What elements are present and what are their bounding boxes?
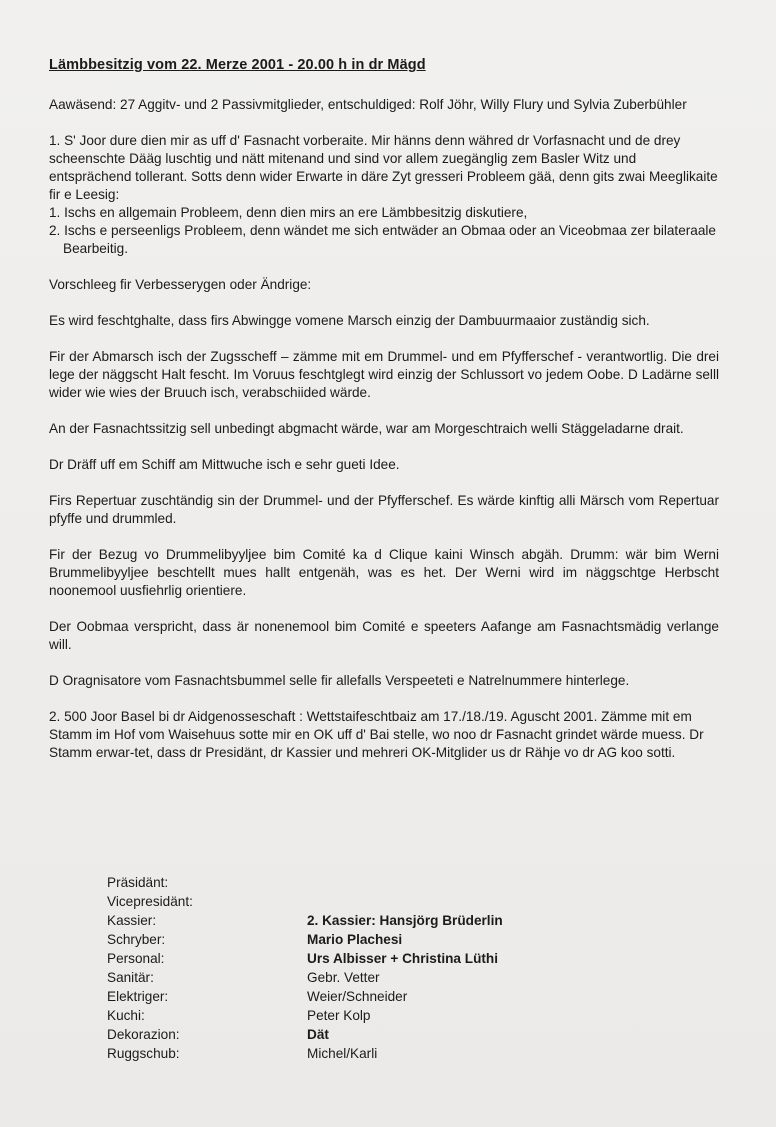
- roles-list: [107, 873, 607, 1063]
- role-row: [107, 873, 607, 892]
- role-label: Vicepresidänt:: [107, 894, 193, 909]
- proposal-8: D Oragnisatore vom Fasnachtsbummel selle fir allefalls Verspeeteti e Natrelnummere hinterlege.: [49, 673, 630, 688]
- role-label: Personal:: [107, 951, 165, 966]
- proposal-1: Es wird feschtghalte, dass firs Abwingge vomene Marsch einzig der Dambuurmaaior zuständig sich.: [49, 313, 650, 328]
- proposal-2: Fir der Abmarsch isch der Zugsscheff – zämme mit em Drummel- und em Pfyfferschef - verantwortlig. Die drei lege der näggscht Halt fescht. Im Voruus feschtglegt wird einzig der Schlussort vo jedem Oobe. D Ladärne selll wider wie wies der Bruuch isch, verabschiided wärde.: [49, 349, 719, 400]
- role-name: Peter Kolp: [307, 1008, 371, 1023]
- proposal-7: Der Oobmaa verspricht, dass är nonenemool bim Comité e speeters Aafange am Fasnachtsmädig verlange will.: [49, 619, 719, 652]
- role-name: Gebr. Vetter: [307, 970, 380, 985]
- role-name: 2. Kassier: Hansjörg Brüderlin: [307, 913, 503, 928]
- proposal-6: Fir der Bezug vo Drummelibyyljee bim Comité ka d Clique kaini Winsch abgäh. Drumm: wär bim Werni Brummelibyyljee beschtellt mues hallt entgenäh, was es het. Der Werni wird im näggschtge Herbscht noonemool uusfiehrlig orientiere.: [49, 547, 719, 598]
- role-label: Kassier:: [107, 913, 157, 928]
- role-row: [107, 930, 607, 949]
- item-2-text: 2. 500 Joor Basel bi dr Aidgenosseschaft : Wettstaifeschtbaiz am 17./18./19. Aguscht 2001. Zämme mit em Stamm im Hof vom Waisehuus sotte mir en OK uff d' Bai stelle, wo noo dr Fasnacht grindet wärde muess. Dr Stamm erwar-tet, dass dr Presidänt, dr Kassier und mehreri OK-Mitglider us dr Rähje vo dr AG koo sotti.: [49, 709, 704, 760]
- option-1: 1. Ischs en allgemain Probleem, denn dien mirs an ere Lämbbesitzig diskutiere,: [49, 205, 528, 220]
- role-row: [107, 968, 607, 987]
- meeting-title: Lämbbesitzig vom 22. Merze 2001 - 20.00 h in dr Mägd: [49, 57, 426, 73]
- role-name: Michel/Karli: [307, 1046, 378, 1061]
- role-row: [107, 892, 607, 911]
- role-row: [107, 1006, 607, 1025]
- role-label: Sanitär:: [107, 970, 154, 985]
- role-row: [107, 1025, 607, 1044]
- proposal-3: An der Fasnachtssitzig sell unbedingt abgmacht wärde, war am Morgeschtraich welli Stäggeladarne drait.: [49, 421, 684, 436]
- option-2: 2. Ischs e perseenligs Probleem, denn wändet me sich entwäder an Obmaa oder an Viceobmaa zer bilateraale Bearbeitig.: [49, 223, 716, 256]
- item-1-text: 1. S' Joor dure dien mir as uff d' Fasnacht vorberaite. Mir hänns denn währed dr Vorfasnacht und de drey scheenschte Dääg luschtig und nätt mitenand und sind vor allem zuegänglig zem Basler Witz und entsprächend tollerant. Sotts denn wider Erwarte in däre Zyt gresseri Probleem gää, denn gits zwai Meeglikaite fir e Leesig:: [49, 133, 718, 202]
- role-row: [107, 911, 607, 930]
- role-label: Präsidänt:: [107, 875, 169, 890]
- proposals-heading: Vorschleeg fir Verbesserygen oder Ändrige:: [49, 277, 312, 292]
- proposal-4: Dr Dräff uff em Schiff am Mittwuche isch e sehr gueti Idee.: [49, 457, 400, 472]
- role-label: Schryber:: [107, 932, 166, 947]
- attendance-line: Aawäsend: 27 Aggitv- und 2 Passivmitglieder, entschuldiged: Rolf Jöhr, Willy Flury und Sylvia Zuberbühler: [49, 97, 687, 112]
- role-label: Elektriger:: [107, 989, 169, 1004]
- role-row: [107, 987, 607, 1006]
- role-label: Kuchi:: [107, 1008, 145, 1023]
- role-row: [107, 1044, 607, 1063]
- role-row: [107, 949, 607, 968]
- role-label: Ruggschub:: [107, 1046, 180, 1061]
- role-name: Dät: [307, 1027, 329, 1042]
- document-body: [49, 56, 719, 762]
- role-name: Weier/Schneider: [307, 989, 408, 1004]
- role-label: Dekorazion:: [107, 1027, 180, 1042]
- proposal-5: Firs Repertuar zuschtändig sin der Drummel- und der Pfyfferschef. Es wärde kinftig alli Märsch vom Repertuar pfyffe und drummled.: [49, 493, 719, 526]
- role-name: Urs Albisser + Christina Lüthi: [307, 951, 498, 966]
- role-name: Mario Plachesi: [307, 932, 403, 947]
